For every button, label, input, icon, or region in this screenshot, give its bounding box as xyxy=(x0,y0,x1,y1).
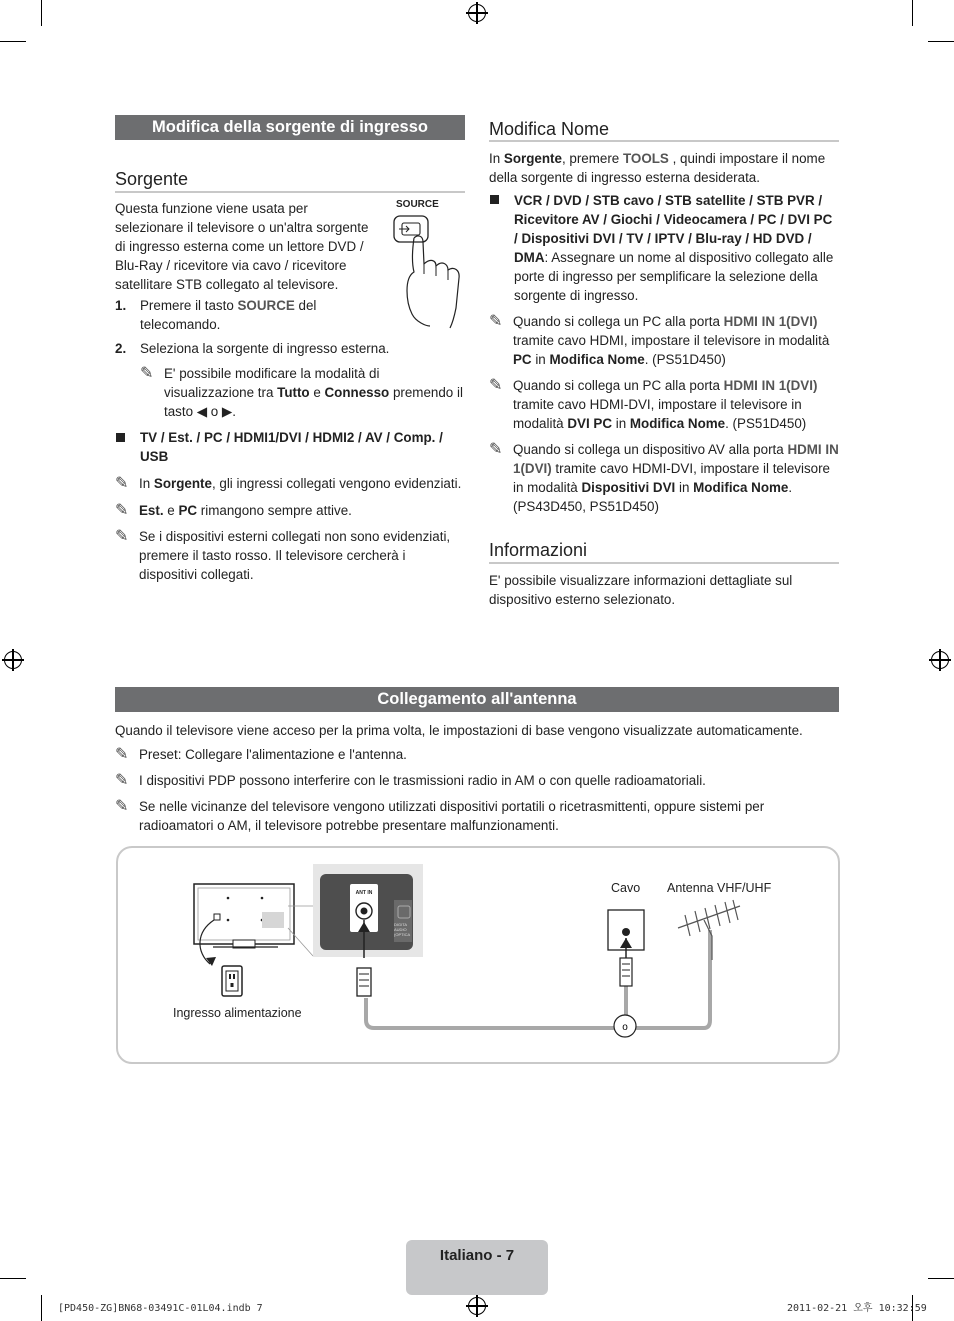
note: ✎ E' possibile modificare la modalità di visualizzazione tra Tutto e Connesso premendo il tasto ◀ o ▶. xyxy=(140,365,463,419)
key-tools: TOOLS xyxy=(622,151,669,166)
power-socket-icon xyxy=(222,966,242,996)
source-remote-illustration xyxy=(390,198,470,333)
note-pencil-icon: ✎ xyxy=(115,746,129,763)
note: ✎ Quando si collega un dispositivo AV alla porta HDMI IN 1(DVI) tramite cavo HDMI-DVI, impostare il televisore in modalità Dispositivi DVI in Modifica Nome. (PS43D450, PS51D450) xyxy=(489,441,839,514)
registration-mark-icon xyxy=(4,651,22,669)
note-pencil-icon: ✎ xyxy=(115,798,129,815)
note: ✎ Se nelle vicinanze del televisore vengono utilizzati dispositivi portatili o ricetrasmittenti, oppure sistemi per radioamatori o AM, il televisore potrebbe presentare malfunzionamenti. xyxy=(115,798,765,833)
step-number: 2. xyxy=(115,341,127,356)
source-label: SOURCE xyxy=(396,199,439,210)
label-cable: Cavo xyxy=(611,881,641,895)
registration-mark-icon xyxy=(931,651,949,669)
crop-mark xyxy=(0,1278,26,1279)
diagram-drawing xyxy=(0,840,954,1070)
device-name-list: VCR / DVD / STB cavo / STB satellite / STB PVR / Ricevitore AV / Giochi / Videocamera / PC / DVI PC / Dispositivi DVI / TV / IPTV / Blu-ray / HD DVD / DMA: Assegnare un nome al dispositivo collegato alle porte di ingresso per semplificare la selezione della sorgente di ingresso. xyxy=(514,193,834,303)
note: ✎ Quando si collega un PC alla porta HDMI IN 1(DVI) tramite cavo HDMI, impostare il televisore in modalità PC in Modifica Nome. (PS51D450) xyxy=(489,313,830,367)
hand-pressing-button-icon xyxy=(390,212,470,332)
page-label: Italiano - 7 xyxy=(439,1247,515,1264)
note: ✎ Preset: Collegare l'alimentazione e l'antenna. xyxy=(115,746,407,763)
registration-mark-icon xyxy=(468,4,486,22)
section-bar-input-source: Modifica della sorgente di ingresso xyxy=(115,115,465,140)
informazioni-text: E' possibile visualizzare informazioni dettagliate sul dispositivo esterno selezionato. xyxy=(489,573,793,607)
note: ✎ Se i dispositivi esterni collegati non sono evidenziati, premere il tasto rosso. Il televisore cercherà i dispositivi collegati. xyxy=(115,528,451,582)
modifica-nome-intro: In Sorgente, premere TOOLS , quindi impostare il nome della sorgente di ingresso esterna desiderata. xyxy=(489,151,826,185)
note: ✎ In Sorgente, gli ingressi collegati vengono evidenziati. xyxy=(115,475,462,492)
svg-text:o: o xyxy=(622,1022,628,1033)
square-bullet-icon xyxy=(490,195,499,204)
note: ✎ Est. e PC rimangono sempre attive. xyxy=(115,502,352,519)
note-pencil-icon: ✎ xyxy=(489,313,503,330)
note-pencil-icon: ✎ xyxy=(115,502,129,519)
heading-rule xyxy=(489,562,839,564)
ant-in-label: ANT IN xyxy=(355,890,373,896)
note-pencil-icon: ✎ xyxy=(115,475,129,492)
heading-modifica-nome: Modifica Nome xyxy=(489,119,610,139)
imprint-date: 2011-02-21 오후 10:32:59 xyxy=(787,1303,927,1314)
label-antenna: Antenna VHF/UHF xyxy=(667,881,772,895)
step-2: Seleziona la sorgente di ingresso esterna. xyxy=(140,341,390,356)
label-power-input: Ingresso alimentazione xyxy=(173,1006,302,1020)
note-pencil-icon: ✎ xyxy=(489,441,503,458)
digital-audio-label: DIGITA AUDIO (OPTICA xyxy=(394,922,411,937)
sorgente-intro: Questa funzione viene usata per selezionare il televisore o un'altra sorgente di ingresso esterna come un lettore DVD / Blu-Ray / ricevitore via cavo / ricevitore satellitare STB collegato al televisore. xyxy=(115,201,369,292)
note: ✎ Quando si collega un PC alla porta HDMI IN 1(DVI) tramite cavo HDMI-DVI, impostare il televisore in modalità DVI PC in Modifica Nome. (PS51D450) xyxy=(489,377,818,431)
key-source: SOURCE xyxy=(237,298,295,313)
crop-mark xyxy=(928,1278,954,1279)
source-list: TV / Est. / PC / HDMI1/DVI / HDMI2 / AV / Comp. / USB xyxy=(140,430,443,464)
crop-mark xyxy=(928,41,954,42)
square-bullet-icon xyxy=(116,433,125,442)
note-pencil-icon: ✎ xyxy=(140,365,154,382)
page-number-tab xyxy=(406,1240,548,1295)
antenna-intro: Quando il televisore viene acceso per la prima volta, le impostazioni di base vengono visualizzate automaticamente. xyxy=(115,723,803,738)
step-1: Premere il tasto SOURCE del telecomando. xyxy=(140,298,317,332)
splitter-icon xyxy=(614,1015,636,1037)
note-pencil-icon: ✎ xyxy=(489,377,503,394)
crop-mark xyxy=(41,0,42,26)
crop-mark xyxy=(912,0,913,26)
heading-informazioni: Informazioni xyxy=(489,540,588,560)
registration-mark-icon xyxy=(468,1297,486,1315)
crop-mark xyxy=(0,41,26,42)
imprint-file: [PD450-ZG]BN68-03491C-01L04.indb 7 xyxy=(58,1303,263,1314)
heading-sorgente: Sorgente xyxy=(115,169,189,189)
section-bar-antenna: Collegamento all'antenna xyxy=(115,687,839,712)
tv-back-icon xyxy=(194,884,313,956)
note-pencil-icon: ✎ xyxy=(115,772,129,789)
note: ✎ I dispositivi PDP possono interferire con le trasmissioni radio in AM o con quelle radioamatoriali. xyxy=(115,772,706,789)
cable-wall-outlet-icon xyxy=(608,910,644,986)
heading-rule xyxy=(489,140,839,142)
note-pencil-icon: ✎ xyxy=(115,528,129,545)
heading-rule xyxy=(115,191,465,193)
step-number: 1. xyxy=(115,298,127,313)
crop-mark xyxy=(41,1295,42,1321)
